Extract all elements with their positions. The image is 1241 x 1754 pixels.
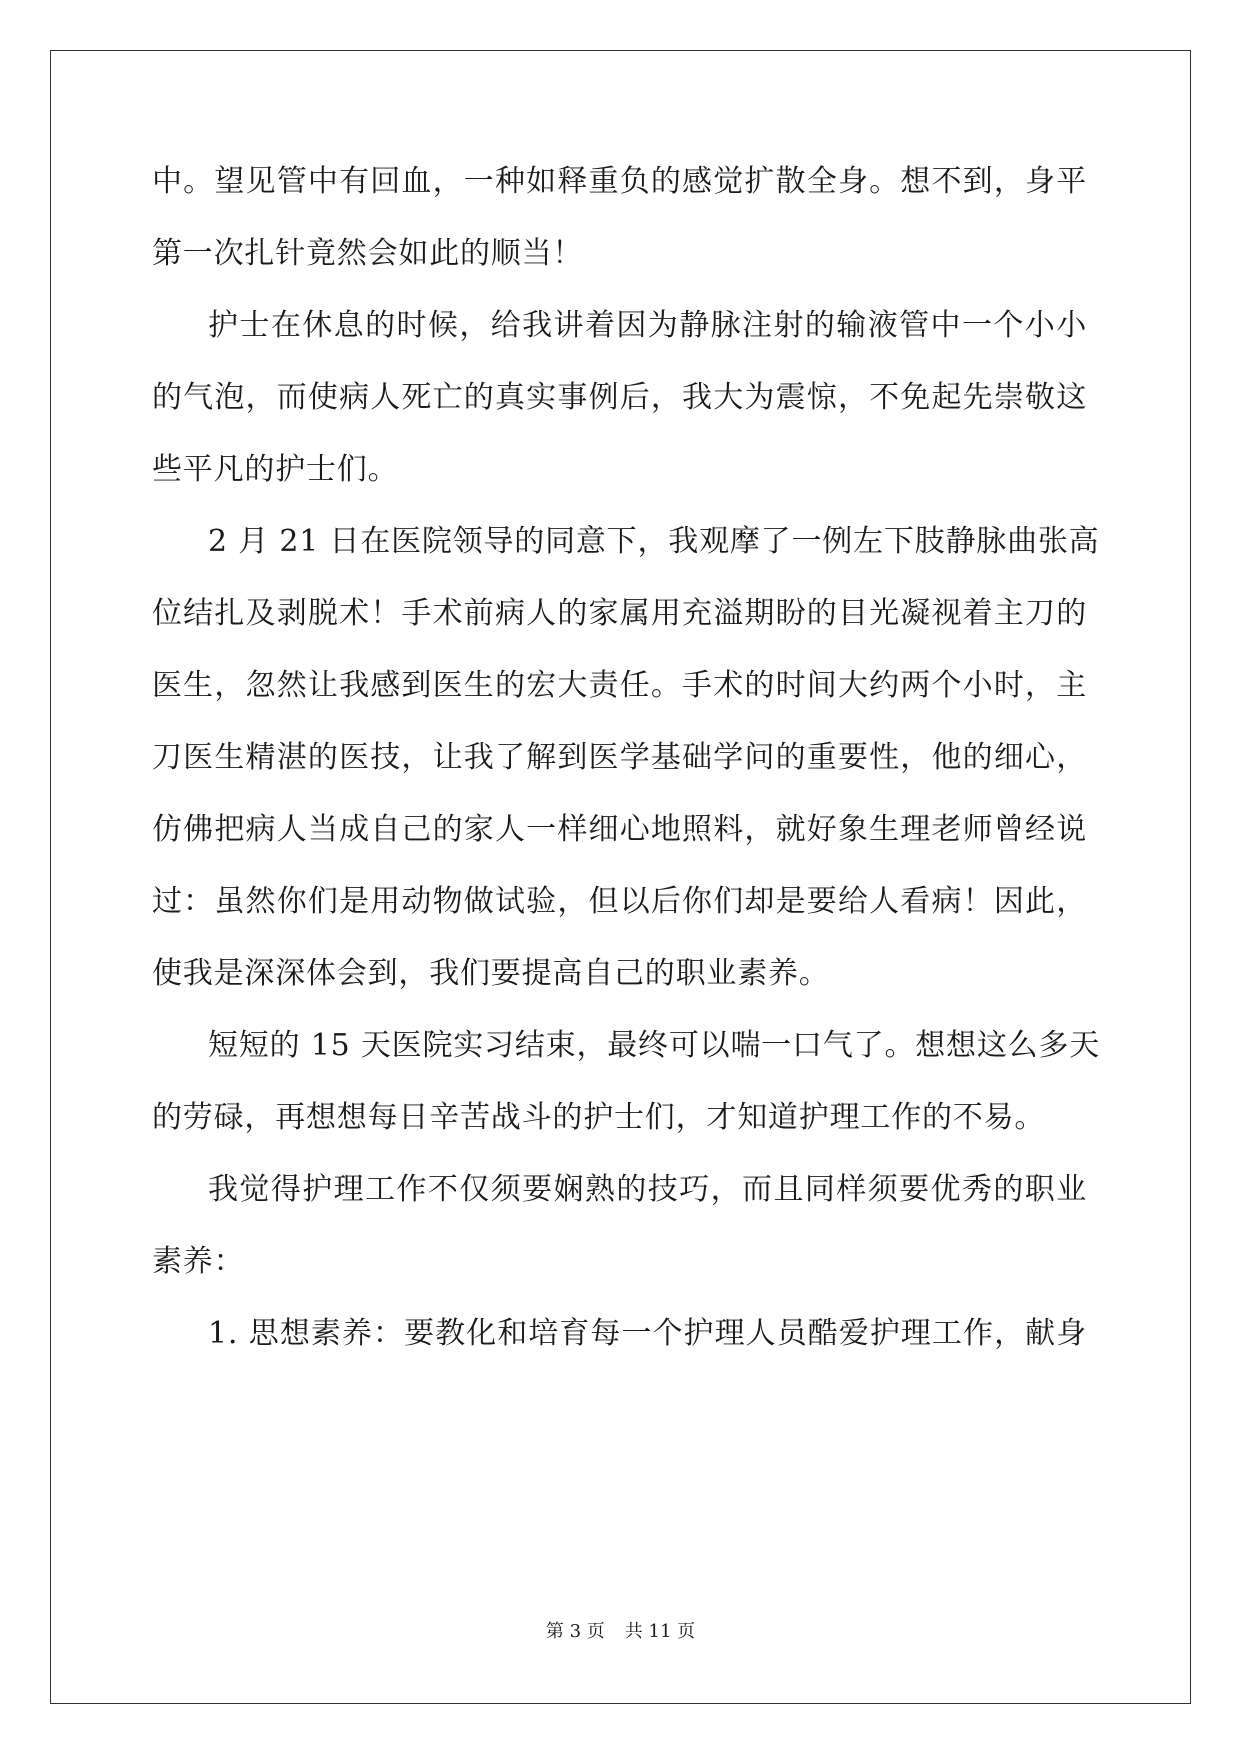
text-line: 仿佛把病人当成自己的家人一样细心地照料，就好象生理老师曾经说 <box>152 812 1087 847</box>
text-line: 的气泡，而使病人死亡的真实事例后，我大为震惊，不免起先崇敬这 <box>152 380 1087 415</box>
text-line: 位结扎及剥脱术！手术前病人的家属用充溢期盼的目光凝视着主刀的 <box>152 596 1087 631</box>
page-footer <box>0 1620 1241 1644</box>
page-border <box>50 50 1191 1704</box>
paragraph-first-line: 我觉得护理工作不仅须要娴熟的技巧，而且同样须要优秀的职业 <box>208 1172 1087 1207</box>
page-number-current: 第 3 页 <box>545 1621 605 1642</box>
text-line: 医生，忽然让我感到医生的宏大责任。手术的时间大约两个小时，主 <box>152 668 1087 703</box>
text-line: 第一次扎针竟然会如此的顺当！ <box>152 236 584 271</box>
paragraph-first-line: 短短的 15 天医院实习结束，最终可以喘一口气了。想想这么多天 <box>208 1028 1101 1063</box>
list-item-line: 1. 思想素养：要教化和培育每一个护理人员酷爱护理工作，献身 <box>208 1316 1087 1351</box>
text-line: 刀医生精湛的医技，让我了解到医学基础学问的重要性，他的细心， <box>152 740 1087 775</box>
text-line: 过：虽然你们是用动物做试验，但以后你们却是要给人看病！因此， <box>152 884 1087 919</box>
page-number-total: 共 11 页 <box>624 1621 696 1642</box>
paragraph-first-line: 2 月 21 日在医院领导的同意下，我观摩了一例左下肢静脉曲张高 <box>208 524 1100 559</box>
text-line: 的劳碌，再想想每日辛苦战斗的护士们，才知道护理工作的不易。 <box>152 1100 1046 1135</box>
text-line: 素养： <box>152 1244 245 1279</box>
text-line: 些平凡的护士们。 <box>152 452 399 487</box>
text-line: 使我是深深体会到，我们要提高自己的职业素养。 <box>152 956 830 991</box>
text-line: 中。望见管中有回血，一种如释重负的感觉扩散全身。想不到，身平 <box>152 164 1087 199</box>
paragraph-first-line: 护士在休息的时候，给我讲着因为静脉注射的输液管中一个小小 <box>208 308 1087 343</box>
